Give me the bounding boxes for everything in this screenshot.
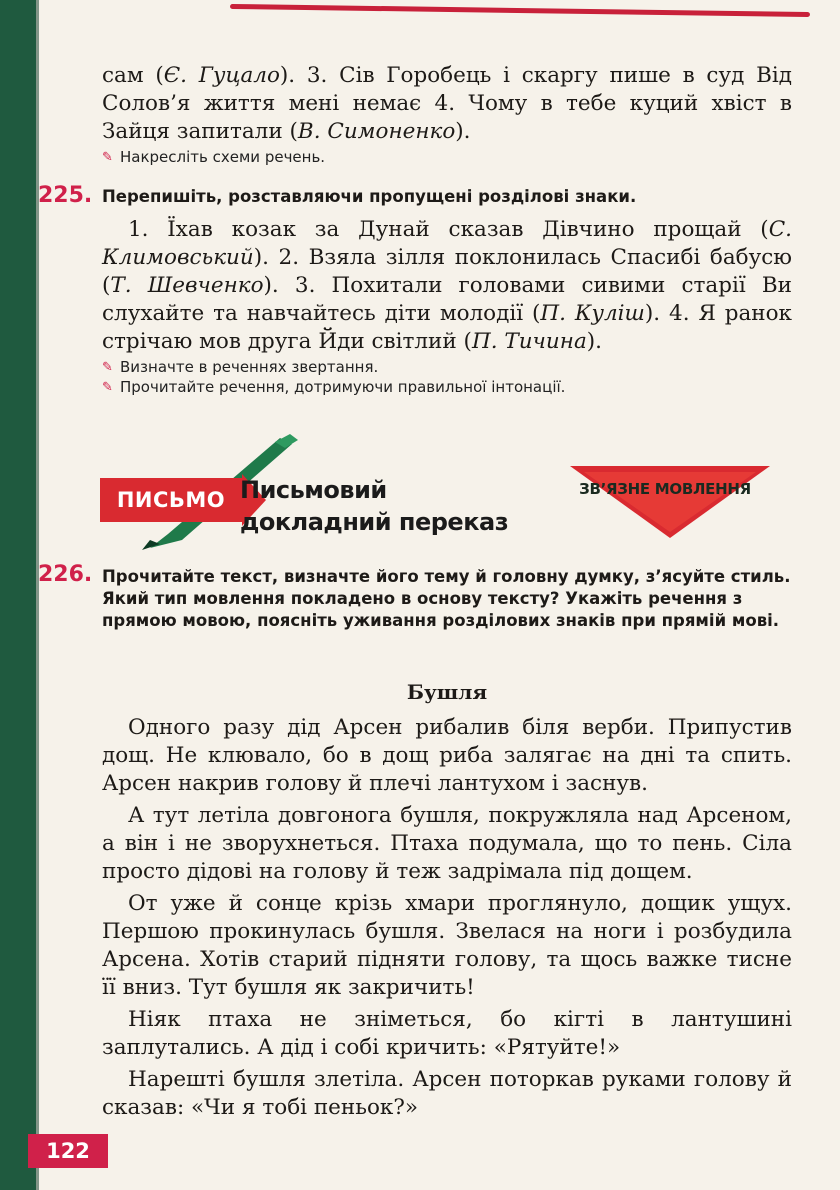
prev-exercise-text: сам (Є. Гуцало). 3. Сів Горобець і скаргу пише в суд Від Солов’я життя мені немає 4. Чому в тебе куций хвіст в Зайця запитали (В. Симоненко). (102, 63, 792, 144)
section-banner (100, 430, 790, 560)
exercise-225-note-1: ✎ Визначте в реченнях звертання. (102, 358, 379, 376)
pencil-note-icon: ✎ (102, 379, 113, 395)
exercise-225-note-2: ✎ Прочитайте речення, дотримуючи правильної інтонації. (102, 378, 566, 396)
exercise-226-heading: Прочитайте текст, визначте його тему й головну думку, з’ясуйте стиль. Який тип мовлення покладено в основу тексту? Укажіть речення з прямою мовою, поясніть уживання розділових знаків при прямій мові. (102, 567, 791, 630)
section-badge-label: ЗВ’ЯЗНЕ МОВЛЕННЯ (579, 480, 751, 498)
pencil-note-icon: ✎ (102, 149, 113, 165)
story-paragraph: От уже й сонце крізь хмари проглянуло, дощик ущух. Першою прокинулась бушля. Звелася на ноги і розбудила Арсена. Хотів старий підняти голову, та щось важке тисне її вниз. Тут бушля як закричить! (102, 891, 792, 1000)
exercise-225 (102, 186, 792, 398)
exercise-225-heading: Перепишіть, розставляючи пропущені розділові знаки. (102, 187, 637, 206)
story-paragraph: Ніяк птаха не зніметься, бо кігті в лантушині заплутались. А дід і собі кричить: «Рятуйте!» (102, 1007, 792, 1060)
story-paragraph: Одного разу дід Арсен рибалив біля верби. Припустив дощ. Не клювало, бо в дощ риба залягає на дні та спить. Арсен накрив голову й плечі лантухом і заснув. (102, 715, 792, 796)
top-decor-line (230, 4, 810, 17)
exercise-226-number: 226. (38, 562, 93, 587)
exercise-225-number: 225. (38, 183, 93, 208)
story-paragraph: А тут летіла довгонога бушля, покружляла над Арсеном, а він і не зворухнеться. Птаха подумала, що то пень. Сіла просто дідові на голову й теж задрімала під дощем. (102, 803, 792, 884)
section-badge (570, 466, 770, 556)
banner-title: Письмовий докладний переказ (240, 476, 509, 536)
story-title: Бушля (406, 680, 488, 704)
pencil-note-icon: ✎ (102, 359, 113, 375)
prev-exercise-note: ✎ Накресліть схеми речень. (102, 148, 326, 166)
page-margin-edge (36, 0, 39, 1190)
exercise-226 (102, 566, 792, 632)
story (102, 680, 792, 1122)
page-margin-bar (0, 0, 36, 1190)
prev-exercise (102, 62, 792, 168)
exercise-225-text: 1. Їхав козак за Дунай сказав Дівчино прощай (С. Климовський). 2. Взяла зілля поклонилась Спасибі бабусю (Т. Шевченко). 3. Похитали головами сивими старії Ви слухайте та навчайтесь діти молодії (П. Куліш). 4. Я ранок стрічаю мов друга Йди світлий (П. Тичина). (102, 217, 792, 354)
story-paragraph: Нарешті бушля злетіла. Арсен поторкав руками голову й сказав: «Чи я тобі пеньок?» (102, 1067, 792, 1120)
page-number: 122 (28, 1134, 108, 1168)
pysmo-tag: ПИСЬМО (100, 478, 242, 522)
